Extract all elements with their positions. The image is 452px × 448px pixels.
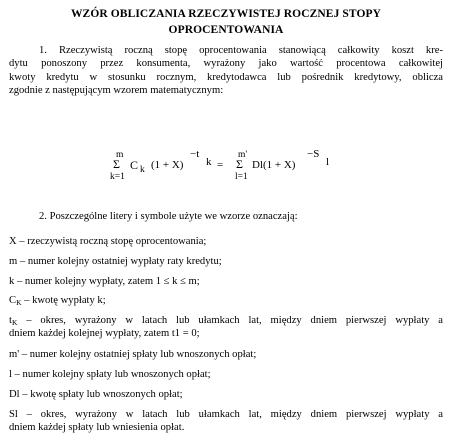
paragraph-1 — [9, 44, 443, 98]
formula-left-term: C — [130, 158, 139, 172]
formula-right-lower-limit: l=1 — [235, 172, 248, 182]
paragraph-2-intro: 2. Poszczególne litery i symbole użyte we wzorze oznaczają: — [39, 211, 298, 222]
definition-line: – kwotę wypłaty k; — [21, 295, 106, 306]
document-title-line-1: WZÓR OBLICZANIA RZECZYWISTEJ ROCZNEJ STOPY — [70, 8, 382, 20]
definition-m-prime — [9, 348, 443, 361]
formula-right-exponent-sub: l — [326, 156, 330, 168]
definition-symbol: C — [9, 295, 17, 306]
definition-line: Sl – okres, wyrażony w latach lub ułamkach lat, między dniem pierwszej wypłaty a — [9, 409, 443, 420]
formula-left-term-sub: k — [140, 165, 145, 175]
formula-left-lower-limit: k=1 — [110, 172, 125, 182]
paragraph-1-line: kwoty kredytu w stosunku rocznym, kredytodawca lub pośrednik kredytowy, oblicza — [9, 71, 443, 83]
formula-left-sigma: Σ — [113, 157, 120, 171]
definition-l — [9, 368, 443, 381]
definition-symbol-sub: K — [11, 318, 18, 327]
definition-line: m – numer kolejny ostatniej wypłaty raty kredytu; — [9, 256, 222, 267]
formula-right-exponent: −S — [307, 148, 320, 160]
definition-x — [9, 235, 443, 248]
definition-line: m' – numer kolejny ostatniej spłaty lub wnoszonych opłat; — [9, 349, 257, 360]
definition-line: dniem każdej kolejnej wypłaty, zatem t1 = 0; — [9, 328, 200, 340]
definition-symbol: t — [9, 315, 12, 326]
definition-line: – okres, wyrażony w latach lub ułamkach lat, między dniem pierwszej wypłaty a — [17, 315, 443, 326]
definition-k — [9, 275, 443, 288]
formula-right-sigma: Σ — [236, 157, 243, 171]
definition-line: Dl – kwotę spłaty lub wnoszonych opłat; — [9, 389, 183, 400]
formula-left-exponent-sub: k — [206, 156, 212, 168]
paragraph-1-line: zgodnie z następującym wzorem matematycznym: — [9, 85, 224, 97]
definition-line: dniem każdej spłaty lub wniesienia opłat. — [9, 422, 185, 434]
formula-right-upper-limit: m' — [238, 150, 248, 160]
definition-ck — [9, 294, 443, 307]
definition-symbol-sub: K — [16, 298, 22, 307]
definition-line: l – numer kolejny spłaty lub wnoszonych opłat; — [9, 369, 211, 380]
paragraph-1-line: 1. Rzeczywistą roczną stopę oprocentowania stanowiącą całkowity koszt kre- — [39, 45, 443, 56]
definition-line: X – rzeczywistą roczną stopę oprocentowania; — [9, 236, 207, 247]
document-title-line-2: OPROCENTOWANIA — [168, 24, 284, 36]
formula-left-base: (1 + X) — [151, 159, 184, 171]
formula-equals-sign: = — [217, 159, 224, 171]
definition-dl — [9, 388, 443, 401]
formula-left-upper-limit: m — [116, 150, 124, 160]
definition-tk — [9, 314, 443, 341]
paragraph-2 — [9, 210, 443, 223]
definition-line: k – numer kolejny wypłaty, zatem 1 ≤ k ≤ m; — [9, 276, 200, 287]
formula-right-term: Dl(1 + X) — [252, 159, 296, 171]
definition-m — [9, 255, 443, 268]
formula-left-exponent: −t — [190, 148, 200, 160]
paragraph-1-line: dytu ponoszony przez konsumenta, wyrażony jako wartość procentowa całkowitej — [9, 58, 443, 70]
definition-sl — [9, 408, 443, 435]
